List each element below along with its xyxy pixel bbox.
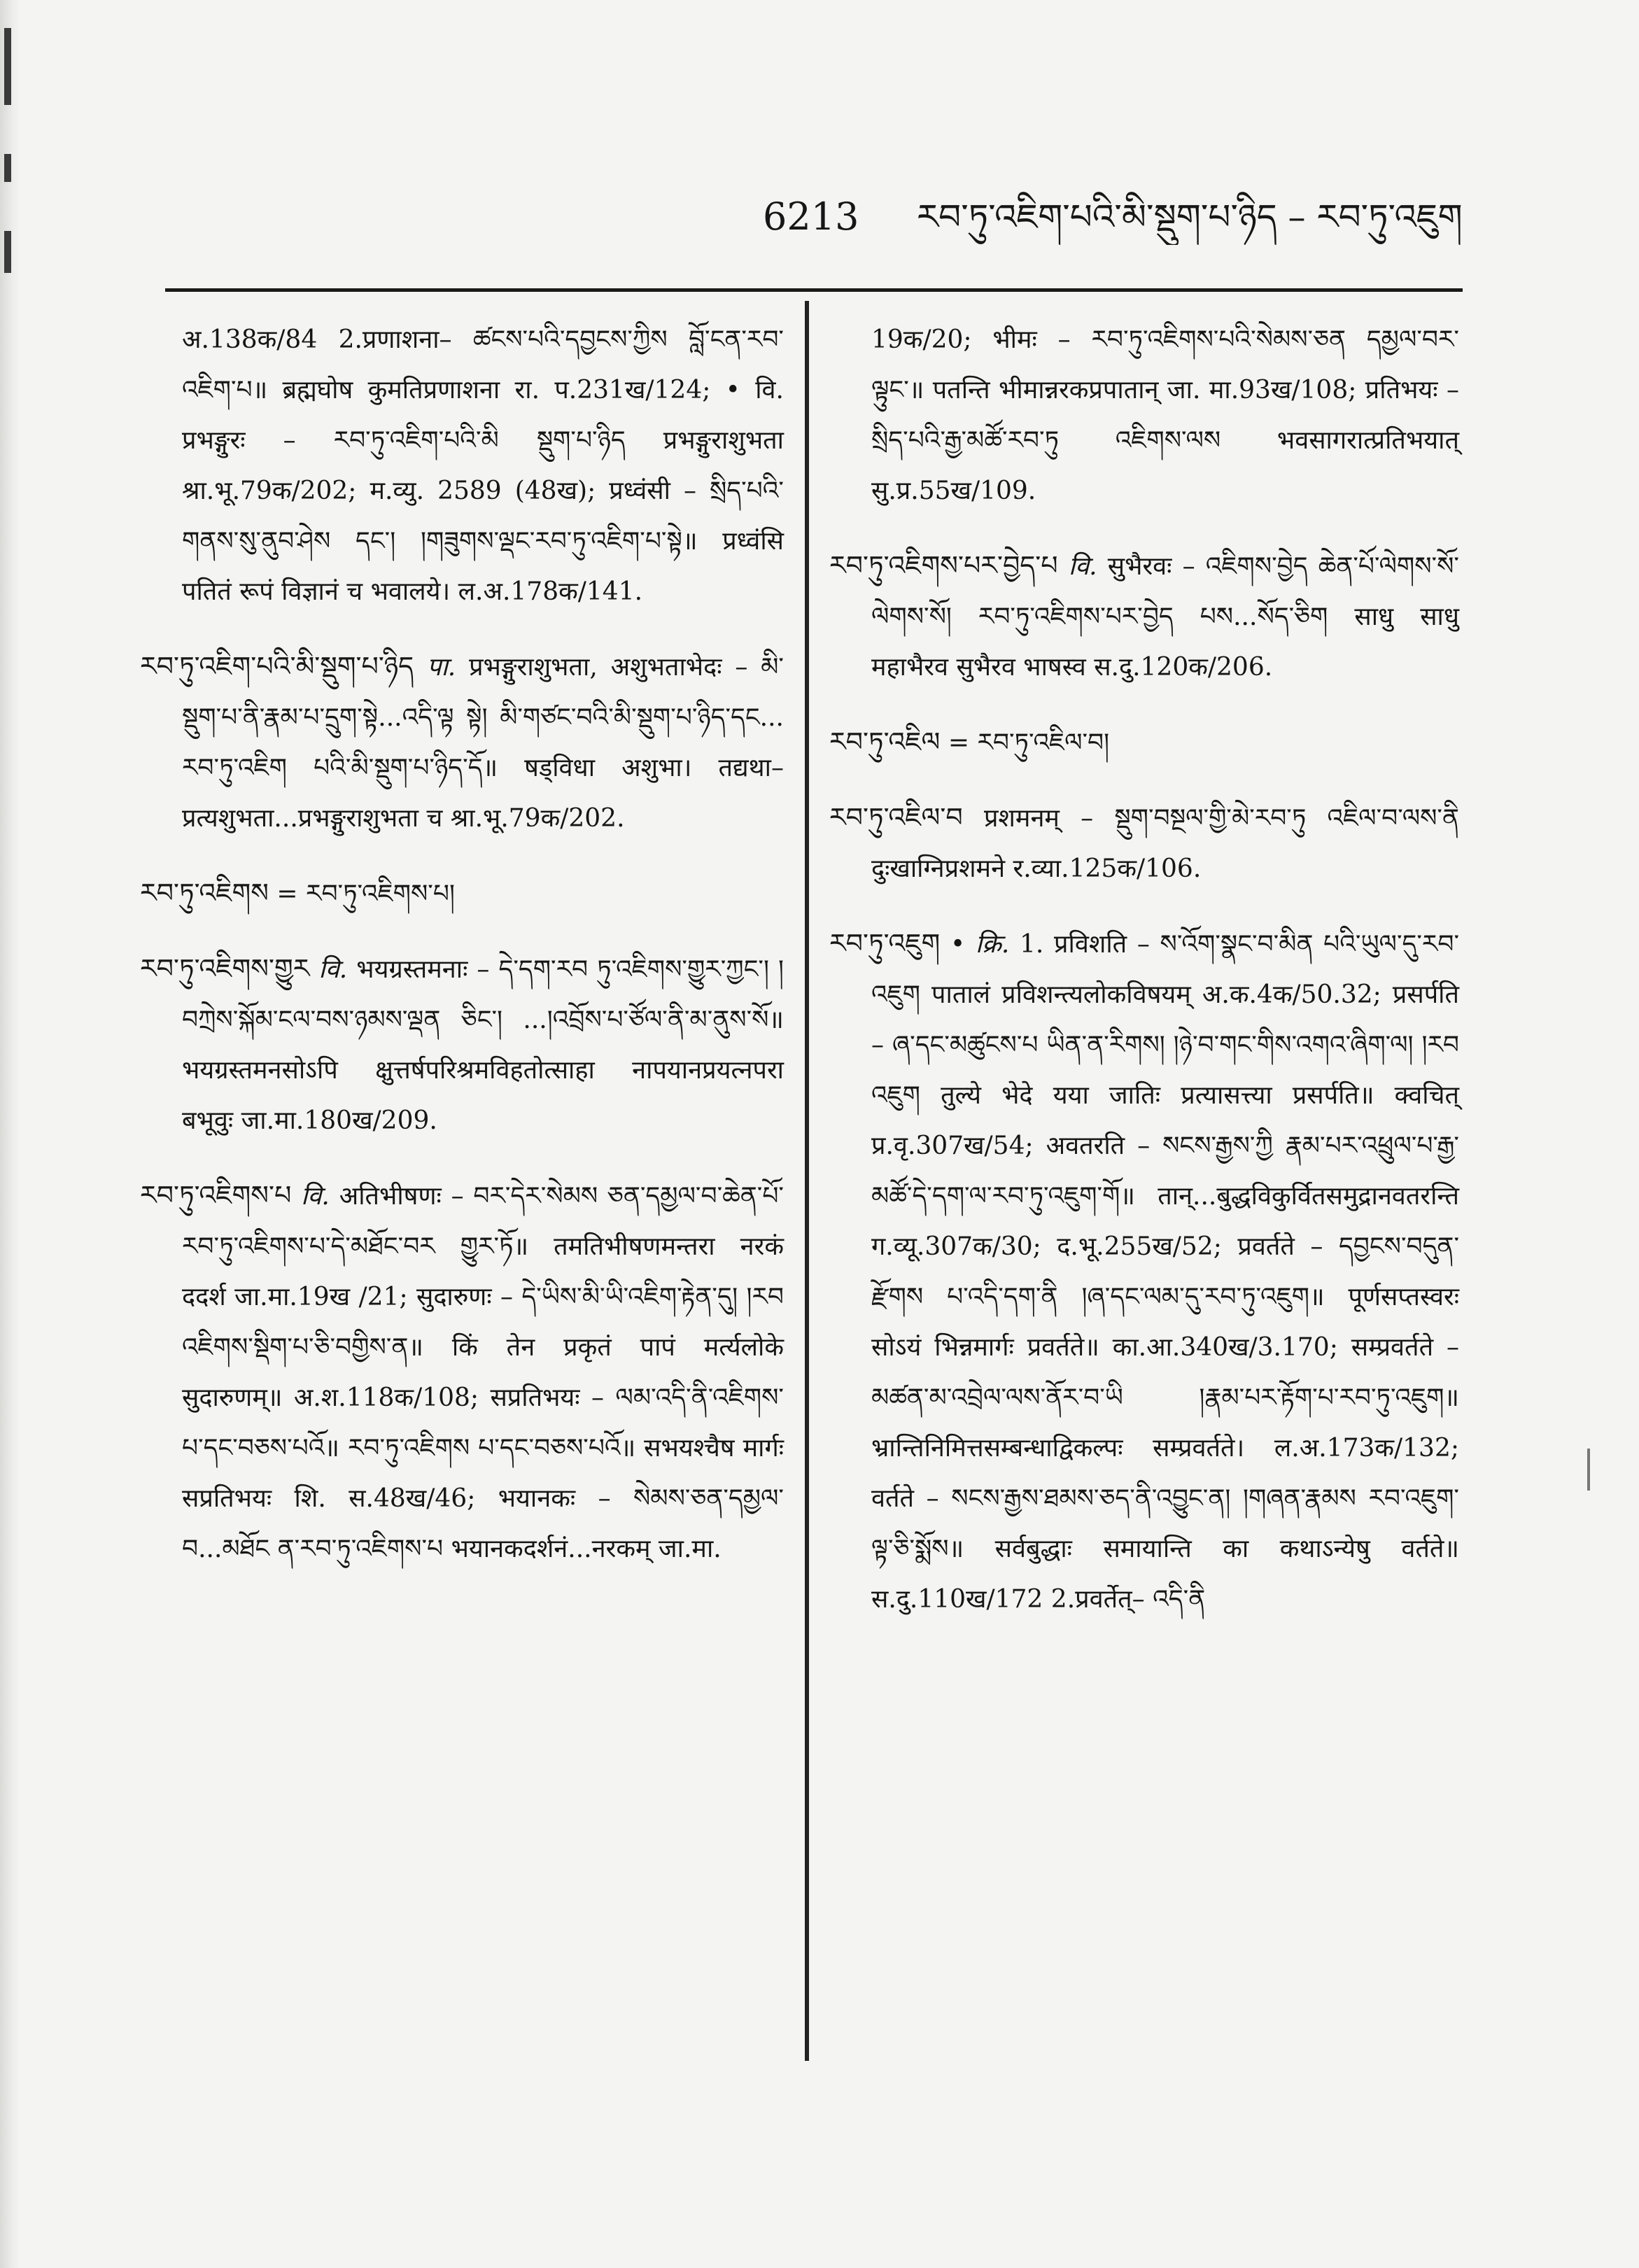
dictionary-entry [829, 918, 1459, 1625]
part-of-speech: वि. [318, 955, 348, 984]
dictionary-entry [829, 792, 1459, 894]
part-of-speech: • क्रि. [950, 930, 1010, 959]
scan-edge-mark [4, 28, 11, 105]
left-column [140, 315, 784, 1598]
header-rule [165, 288, 1463, 292]
dictionary-entry [140, 641, 784, 844]
running-head: རབ་ཏུ་འཇིག་པའི་མི་སྡུག་པ་ཉིད – རབ་ཏུ་འཇུག [917, 197, 1463, 237]
entry-text: = རབ་ཏུ་འཇིལ་བ། [948, 728, 1110, 757]
entry-text: = རབ་ཏུ་འཇིགས་པ། [276, 880, 455, 908]
scan-edge-mark [4, 231, 11, 273]
entry-text: सुभैरवः – འཇིགས་བྱེད ཆེན་པོ་ལེགས་སོ་ལེགས་སོ། རབ་ཏུ་འཇིགས་པར་བྱེད པས...སོད་ཅིག साधु साधु महाभैरव सुभैरव भाषस्व स.दु.120क/206. [871, 552, 1459, 682]
entry-continuation [829, 315, 1459, 516]
entry-text: प्रशमनम् – སྡུག་བསྔལ་གྱི་མེ་རབ་ཏུ འཇིལ་བ་ལས་ནི दुःखाग्निप्रशमने र.व्या.125क/106. [871, 804, 1459, 883]
scanned-page-edge [0, 0, 20, 2268]
headword: རབ་ཏུ་འཇིག་པའི་མི་སྡུག་པ་ཉིད [140, 651, 414, 682]
part-of-speech: पा. [427, 653, 456, 682]
entry-text: अतिभीषणः – བར་དེར་སེམས ཅན་དམྱལ་བ་ཆེན་པོ་རབ་ཏུ་འཇིགས་པ་དེ་མཐོང་བར གྱུར་ཏོ॥ तमतिभीषणमन्तरा नरकं ददर्श जा.मा.19ख /21; सुदारुणः – དེ་ཡིས་མི་ཡི་འཇིག་རྟེན་དུ། །རབ འཇིགས་སྡིག་པ་ཅི་བགྱིས་ན॥ किं तेन प्रकृतं पापं मर्त्यलोके सुदारुणम्॥ अ.श.118क/108; सप्रतिभयः – ལམ་འདི་ནི་འཇིགས་པ་དང་བཅས་པའོ॥ རབ་ཏུ་འཇིགས པ་དང་བཅས་པའོ॥ सभयश्चैष मार्गः सप्रतिभयः शि. स.48ख/46; भयानकः – སེམས་ཅན་དམྱལ་བ...མཐོང ན་རབ་ཏུ་འཇིགས་པ भयानकदर्शनं...नरकम् जा.मा. [182, 1182, 784, 1563]
dictionary-entry [140, 868, 784, 920]
headword: རབ་ཏུ་འཇིལ [829, 726, 941, 757]
scan-speck [1587, 1449, 1590, 1491]
dictionary-entry [140, 1170, 784, 1575]
headword: རབ་ཏུ་འཇིགས་པ [140, 1180, 292, 1211]
headword: རབ་ཏུ་འཇིགས [140, 878, 269, 908]
part-of-speech: वि. [1068, 552, 1097, 581]
entry-continuation [140, 315, 784, 617]
column-divider [805, 301, 809, 2061]
headword: རབ་ཏུ་འཇུག [829, 928, 941, 959]
entry-text: भयग्रस्तमनाः – དེ་དག་རབ ཏུ་འཇིགས་གྱུར་ཀྱང་། །བཀྲེས་སྐོམ་ངལ་བས་ཉམས་ལྡན ཅིང་། ...།འབྲོས་པ་ཙོལ་ནི་མ་ནུས་སོ॥ भयग्रस्तमनसोऽपि क्षुत्तर्षपरिश्रमविहतोत्साहा नापयानप्रयत्नपरा बभूवुः जा.मा.180ख/209. [182, 955, 784, 1135]
dictionary-entry [829, 717, 1459, 768]
headword: རབ་ཏུ་འཇིགས་པར་བྱེད་པ [829, 550, 1058, 581]
entry-text: अ.138क/84 2.प्रणाशना– ཚངས་པའི་དབྱངས་ཀྱིས བློ་ངན་རབ་འཇིག་པ॥ ब्रह्मघोष कुमतिप्रणाशना रा. प.231ख/124; • वि. प्रभङ्गुरः – རབ་ཏུ་འཇིག་པའི་མི སྡུག་པ་ཉིད प्रभङ्गुराशुभता श्रा.भू.79क/202; म.व्यु. 2589 (48ख); प्रध्वंसी – སྲིད་པའི་གནས་སུ་ནུབ་ཤེས དང་། །གཟུགས་ལྡང་རབ་ཏུ་འཇིག་པ་སྟེ॥ प्रध्वंसि पतितं रूपं विज्ञानं च भवालये। ल.अ.178क/141. [182, 325, 784, 606]
entry-text: 1. प्रविशति – ས་འོག་སྣང་བ་མིན པའི་ཡུལ་དུ་རབ་འཇུག पातालं प्रविशन्त्यलोकविषयम् अ.क.4क/50.32; प्रसर्पति – ཞ་དང་མཚུངས་པ ཡིན་ན་རིགས། །ཉེ་བ་གང་གིས་འགའ་ཞིག་ལ། །རབ འཇུག तुल्ये भेदे यया जातिः प्रत्यासत्त्या प्रसर्पति॥ क्वचित् प्र.वृ.307ख/54; अवतरति – སངས་རྒྱས་ཀྱི རྣམ་པར་འཕྲུལ་པ་རྒྱ་མཚོ་དེ་དག་ལ་རབ་ཏུ་འཇུག་གོ॥ तान्...बुद्धविकुर्वितसमुद्रानवतरन्ति ग.व्यू.307क/30; द.भू.255ख/52; प्रवर्तते – དབྱངས་བདུན་རྫོགས པ་འདི་དག་ནི །ཞ་དང་ལམ་དུ་རབ་ཏུ་འཇུག॥ पूर्णसप्तस्वरः सोऽयं भिन्नमार्गः प्रवर्तते॥ का.आ.340ख/3.170; सम्प्रवर्तते – མཚན་མ་འབྲེལ་ལས་ནོར་བ་ཡི །རྣམ་པར་རྟོག་པ་རབ་ཏུ་འཇུག॥ भ्रान्तिनिमित्तसम्बन्धाद्विकल्पः सम्प्रवर्तते। ल.अ.173क/132; वर्तते – སངས་རྒྱས་ཐམས་ཅད་ནི་འབྱུང་ན། །གཞན་རྣམས རབ་འཇུག་ལྟ་ཅི་སྨོས॥ सर्वबुद्धाः समायान्ति का कथाऽन्येषु वर्तते॥ स.दु.110ख/172 2.प्रवर्तेत्– འདི་ནི [871, 930, 1459, 1614]
scan-edge-mark [4, 154, 11, 182]
entry-text: प्रभङ्गुराशुभता, अशुभताभेदः – མི་སྡུག་པ་ནི་རྣམ་པ་དྲུག་སྟེ...འདི་ལྟ སྟེ། མི་གཙང་བའི་མི་སྡུག་པ་ཉིད་དང... རབ་ཏུ་འཇིག པའི་མི་སྡུག་པ་ཉིད་དོ॥ षड्विधा अशुभा। तद्यथा– प्रत्यशुभता...प्रभङ्गुराशुभता च श्रा.भू.79क/202. [182, 653, 784, 833]
right-column [829, 315, 1459, 1649]
headword: རབ་ཏུ་འཇིལ་བ [829, 802, 963, 833]
entry-text: 19क/20; भीमः – རབ་ཏུ་འཇིགས་པའི་སེམས་ཅན དམྱལ་བར་ལྟུང་॥ पतन्ति भीमान्नरकप्रपातान् जा. मा.93ख/108; प्रतिभयः – སྲིད་པའི་རྒྱ་མཚོ་རབ་ཏུ འཇིགས་ལས भवसागरात्प्रतिभयात् सु.प्र.55ख/109. [871, 325, 1459, 505]
headword: རབ་ཏུ་འཇིགས་གྱུར [140, 953, 310, 984]
page-header [763, 189, 1470, 252]
dictionary-entry [140, 943, 784, 1146]
page-number: 6213 [763, 195, 859, 239]
part-of-speech: वि. [301, 1182, 330, 1211]
dictionary-entry [829, 540, 1459, 693]
